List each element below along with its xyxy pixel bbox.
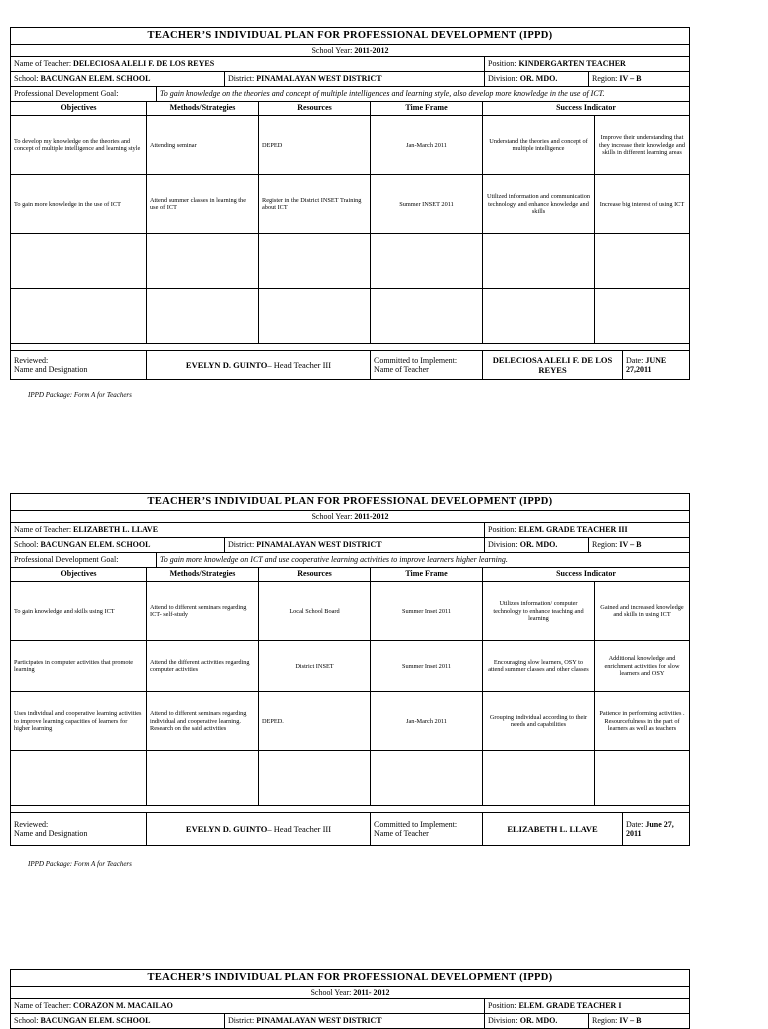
header-objectives: Objectives — [11, 102, 147, 115]
objective-cell: To develop my knowledge on the theories and concept of multiple intelligence and learning style — [11, 116, 147, 174]
success-indicator-cell — [483, 289, 595, 343]
success-indicator-cell: Gained and increased knowledge and skills in using ICT — [600, 603, 684, 619]
ippd-form-1 — [10, 27, 690, 380]
method-cell: Attend to different seminars regarding individual and cooperative learning. Research on the said activities — [147, 692, 259, 750]
time-frame-cell: Summer INSET 2011 — [371, 175, 483, 233]
method-cell — [147, 289, 259, 343]
time-frame-cell — [371, 234, 483, 288]
objective-cell — [11, 234, 147, 288]
region-field: Region: IV – B — [592, 74, 642, 84]
table-row — [11, 234, 689, 289]
position-field: Position: KINDERGARTEN TEACHER — [488, 59, 626, 69]
resource-cell — [259, 234, 371, 288]
goal-text: To gain knowledge on the theories and concept of multiple intelligences and learning style, also develop more knowledge in the use of ICT. — [160, 89, 605, 99]
reviewer-name: EVELYN D. GUINTO – Head Teacher III — [147, 813, 371, 845]
method-cell: Attending seminar — [147, 116, 259, 174]
success-indicator-cell — [483, 751, 595, 805]
method-cell — [147, 751, 259, 805]
goal-label: Professional Development Goal: — [11, 87, 157, 101]
objective-cell: Participates in computer activities that promote learning — [11, 641, 147, 691]
success-indicator-cell: Patience in performing activities . Resourcefulness in the part of learners as well as teachers — [599, 710, 685, 732]
success-indicator-cell — [483, 234, 595, 288]
time-frame-cell: Summer Inset 2011 — [371, 641, 483, 691]
division-field: Division: OR. MDO. — [485, 72, 589, 86]
header-methods: Methods/Strategies — [147, 568, 259, 581]
school-field: School: BACUNGAN ELEM. SCHOOL — [11, 1014, 225, 1028]
school-field: School: BACUNGAN ELEM. SCHOOL — [11, 72, 225, 86]
resource-cell — [259, 751, 371, 805]
header-resources: Resources — [259, 102, 371, 115]
objective-cell: To gain knowledge and skills using ICT — [11, 582, 147, 640]
objective-cell — [11, 289, 147, 343]
ippd-form-2 — [10, 493, 690, 846]
success-indicator-cell — [595, 289, 689, 343]
district-field: District: PINAMALAYAN WEST DISTRICT — [225, 72, 485, 86]
ippd-form-3 — [10, 969, 690, 1029]
resource-cell: DEPED — [259, 116, 371, 174]
table-row — [11, 175, 689, 234]
signatory-name: ELIZABETH L. LLAVE — [483, 813, 623, 845]
position-field: Position: ELEM. GRADE TEACHER III — [488, 525, 628, 535]
resource-cell: DEPED. — [259, 692, 371, 750]
form-title: TEACHER’S INDIVIDUAL PLAN FOR PROFESSIONAL DEVELOPMENT (IPPD) — [147, 496, 553, 507]
success-indicator-cell: Understand the theories and concept of multiple intelligence — [483, 116, 595, 174]
school-year: School Year: 2011-2012 — [311, 45, 389, 55]
success-indicator-cell — [595, 751, 689, 805]
school-year: School Year: 2011- 2012 — [310, 987, 390, 997]
region-field: Region: IV – B — [592, 1016, 642, 1026]
objective-cell: To gain more knowledge in the use of ICT — [11, 175, 147, 233]
reviewed-label: Reviewed: Name and Designation — [11, 813, 147, 845]
table-row — [11, 751, 689, 806]
header-success-indicator: Success Indicator — [556, 103, 616, 113]
time-frame-cell: Summer Inset 2011 — [371, 582, 483, 640]
objective-cell: Uses individual and cooperative learning activities to improve learning capacities of learners for higher learning — [11, 692, 147, 750]
table-row — [11, 289, 689, 344]
division-field: Division: OR. MDO. — [485, 538, 589, 552]
header-resources: Resources — [259, 568, 371, 581]
reviewed-label: Reviewed: Name and Designation — [11, 351, 147, 379]
package-note: IPPD Package: Form A for Teachers — [28, 391, 132, 399]
signature-row — [11, 351, 689, 380]
success-indicator-cell: Grouping individual according to their needs and capabilities — [483, 692, 595, 750]
form-title: TEACHER’S INDIVIDUAL PLAN FOR PROFESSIONAL DEVELOPMENT (IPPD) — [147, 30, 553, 41]
package-note: IPPD Package: Form A for Teachers — [28, 860, 132, 868]
resource-cell: Register in the District INSET Training about ICT — [259, 175, 371, 233]
signatory-name: DELECIOSA ALELI F. DE LOS REYES — [483, 351, 623, 379]
header-objectives: Objectives — [11, 568, 147, 581]
teacher-name-field: Name of Teacher: CORAZON M. MACAILAO — [11, 999, 485, 1013]
resource-cell: District INSET — [259, 641, 371, 691]
success-indicator-cell: Additional knowledge and enrichment activities for slow learners and OSY — [604, 655, 680, 677]
table-row — [11, 582, 689, 641]
form-title: TEACHER’S INDIVIDUAL PLAN FOR PROFESSIONAL DEVELOPMENT (IPPD) — [147, 972, 553, 983]
time-frame-cell — [371, 289, 483, 343]
reviewer-name: EVELYN D. GUINTO – Head Teacher III — [147, 351, 371, 379]
time-frame-cell — [371, 751, 483, 805]
goal-text: To gain more knowledge on ICT and use cooperative learning activities to improve learners higher learning. — [160, 555, 508, 565]
time-frame-cell: Jan-March 2011 — [371, 692, 483, 750]
resource-cell: Local School Board — [259, 582, 371, 640]
table-row — [11, 641, 689, 692]
header-time-frame: Time Frame — [371, 102, 483, 115]
method-cell: Attend to different seminars regarding ICT- self-study — [147, 582, 259, 640]
success-indicator-cell: Utilizes information/ computer technology to enhance teaching and learning — [483, 582, 595, 640]
method-cell: Attend the different activities regarding computer activities — [147, 641, 259, 691]
header-time-frame: Time Frame — [371, 568, 483, 581]
school-field: School: BACUNGAN ELEM. SCHOOL — [11, 538, 225, 552]
table-row — [11, 116, 689, 175]
time-frame-cell: Jan-March 2011 — [371, 116, 483, 174]
teacher-name-field: Name of Teacher: ELIZABETH L. LLAVE — [11, 523, 485, 537]
date-field: Date: June 27, 2011 — [626, 819, 674, 839]
objective-cell — [11, 751, 147, 805]
success-indicator-cell — [595, 234, 689, 288]
committed-label: Committed to Implement: Name of Teacher — [371, 351, 483, 379]
teacher-name-field: Name of Teacher: DELECIOSA ALELI F. DE LOS REYES — [11, 57, 485, 71]
table-row — [11, 692, 689, 751]
success-indicator-cell: Utilized information and communication technology and enhance knowledge and skills — [483, 175, 595, 233]
committed-label: Committed to Implement: Name of Teacher — [371, 813, 483, 845]
success-indicator-cell: Encouraging slow learners, OSY to attend summer classes and other classes — [483, 641, 595, 691]
resource-cell — [259, 289, 371, 343]
date-field: Date: JUNE 27,2011 — [626, 355, 667, 375]
success-indicator-cell: Increase big interest of using ICT — [599, 200, 685, 208]
signature-row — [11, 813, 689, 846]
success-indicator-cell: Improve their understanding that they increase their knowledge and skills in different learning areas — [598, 134, 686, 156]
district-field: District: PINAMALAYAN WEST DISTRICT — [225, 1014, 485, 1028]
header-methods: Methods/Strategies — [147, 102, 259, 115]
header-success-indicator: Success Indicator — [556, 569, 616, 579]
method-cell: Attend summer classes in learning the use of ICT — [147, 175, 259, 233]
goal-label: Professional Development Goal: — [11, 553, 157, 567]
position-field: Position: ELEM. GRADE TEACHER I — [488, 1001, 622, 1011]
school-year: School Year: 2011-2012 — [311, 511, 389, 521]
district-field: District: PINAMALAYAN WEST DISTRICT — [225, 538, 485, 552]
region-field: Region: IV – B — [592, 540, 642, 550]
method-cell — [147, 234, 259, 288]
division-field: Division: OR. MDO. — [485, 1014, 589, 1028]
